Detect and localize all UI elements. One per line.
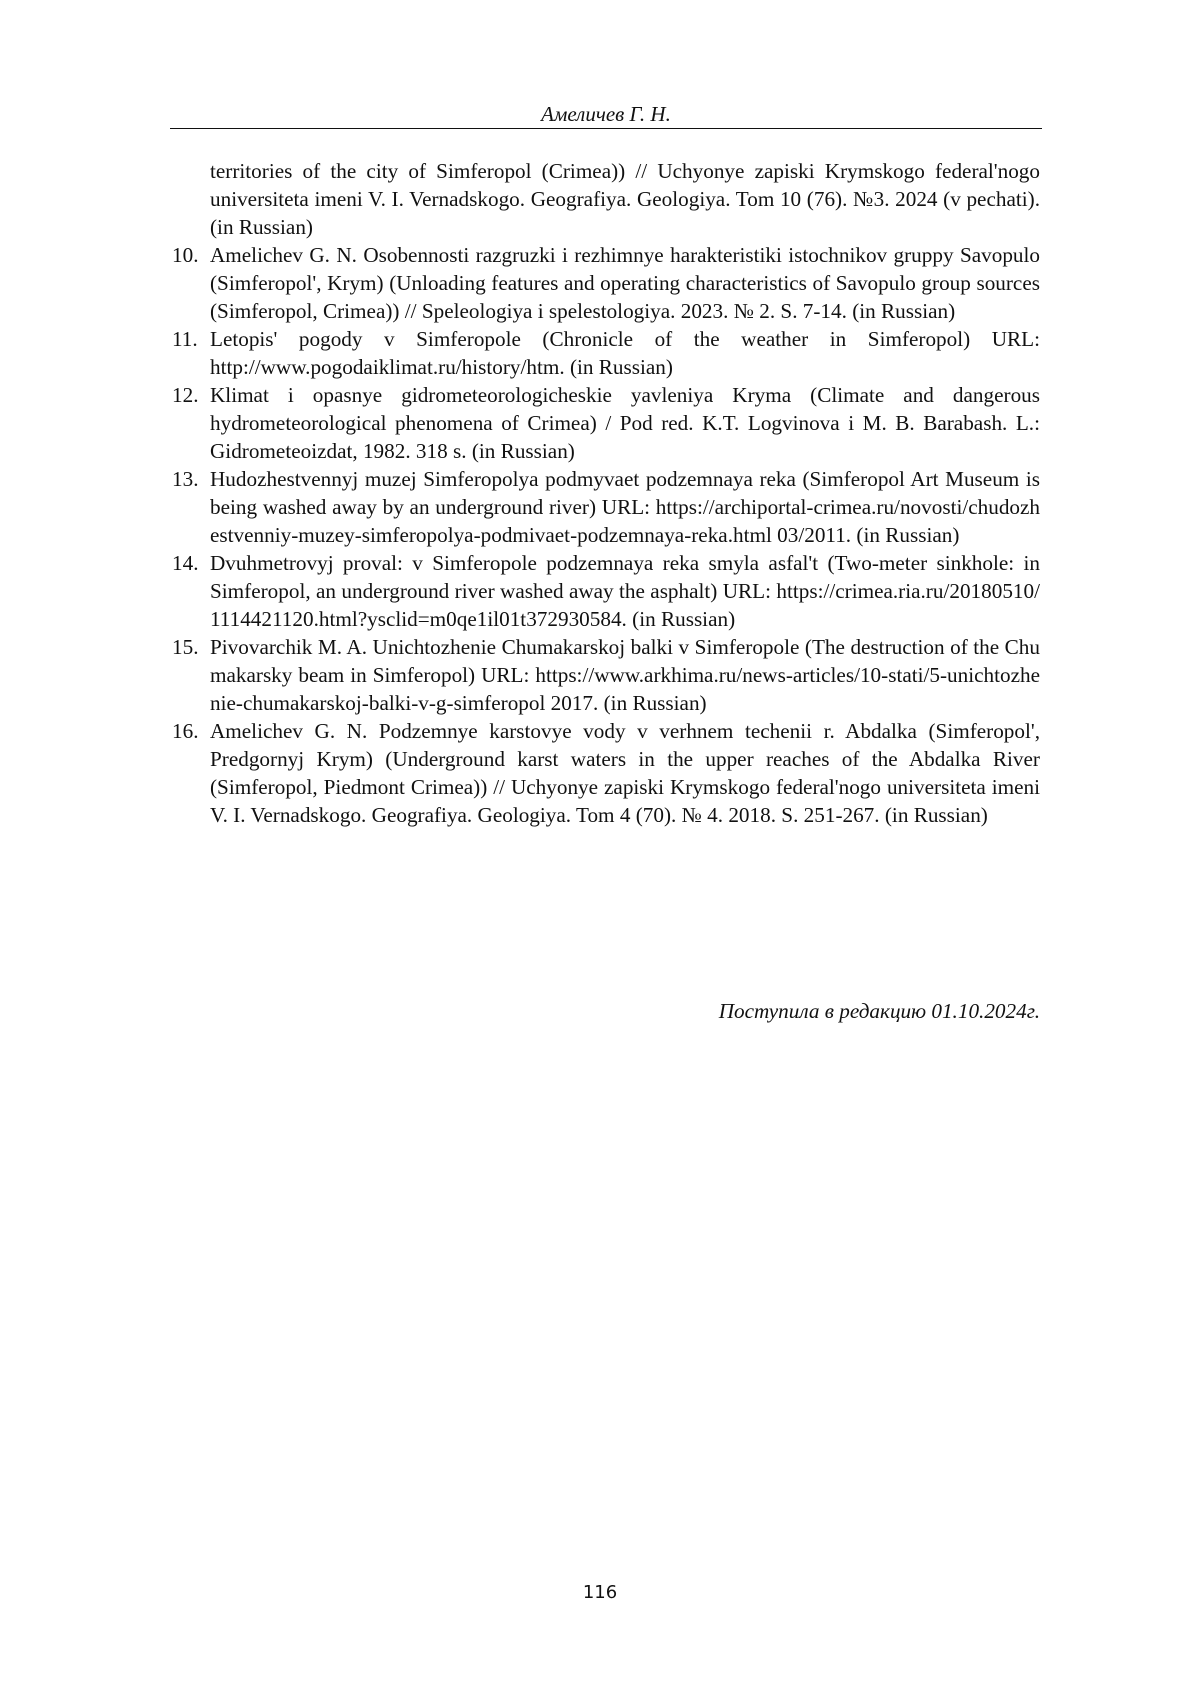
header-divider <box>170 128 1042 129</box>
reference-number: 14. <box>172 551 199 575</box>
reference-item <box>172 717 1040 829</box>
reference-item <box>172 465 1040 549</box>
running-header: Амеличев Г. Н. <box>541 102 671 126</box>
reference-text: Hudozhestvennyj muzej Simferopolya podmyvaet podzemnaya reka (Simferopol Art Museum is being washed away by an underground river) URL: https://archiportal-crimea.ru/novosti/chudozhestvenniy-muzey-simferopolya-podmivaet-podzemnaya-reka.html 03/2011. (in Russian) <box>210 467 1040 547</box>
reference-list <box>172 157 1040 829</box>
reference-text: Letopis' pogody v Simferopole (Chronicle of the weather in Simferopol) URL: http://www.pogodaiklimat.ru/history/htm. (in Russian) <box>210 327 1040 379</box>
reference-number: 12. <box>172 383 199 407</box>
page-number: 116 <box>582 1582 618 1603</box>
reference-item <box>172 325 1040 381</box>
reference-text: territories of the city of Simferopol (Crimea)) // Uchyonye zapiski Krymskogo federal'nogo universiteta imeni V. I. Vernadskogo. Geografiya. Geologiya. Tom 10 (76). №3. 2024 (v pechati). (in Russian) <box>210 159 1040 239</box>
reference-item <box>172 549 1040 633</box>
reference-text: Amelichev G. N. Osobennosti razgruzki i rezhimnye harakteristiki istochnikov gruppy Savopulo (Simferopol', Krym) (Unloading features and operating characteristics of Savopulo group sources (Simferopol, Crimea)) // Speleologiya i spelestologiya. 2023. № 2. S. 7-14. (in Russian) <box>210 243 1040 323</box>
reference-text: Klimat i opasnye gidrometeorologicheskie yavleniya Kryma (Climate and dangerous hydrometeorological phenomena of Crimea) / Pod red. K.T. Logvinova i M. B. Barabash. L.: Gidrometeoizdat, 1982. 318 s. (in Russian) <box>210 383 1040 463</box>
reference-number: 11. <box>172 327 198 351</box>
received-date-note: Поступила в редакцию 01.10.2024г. <box>718 999 1040 1023</box>
reference-item <box>172 633 1040 717</box>
reference-number: 16. <box>172 719 199 743</box>
reference-item <box>172 241 1040 325</box>
reference-number: 13. <box>172 467 199 491</box>
reference-number: 15. <box>172 635 199 659</box>
reference-text: Pivovarchik M. A. Unichtozhenie Chumakarskoj balki v Simferopole (The destruction of the Chumakarsky beam in Simferopol) URL: https://www.arkhima.ru/news-articles/10-stati/5-unichtozhenie-chumakarskoj-balki-v-g-simferopol 2017. (in Russian) <box>210 635 1040 715</box>
reference-item <box>172 381 1040 465</box>
reference-item <box>172 157 1040 241</box>
reference-text: Dvuhmetrovyj proval: v Simferopole podzemnaya reka smyla asfal't (Two-meter sinkhole: in Simferopol, an underground river washed away the asphalt) URL: https://crimea.ria.ru/20180510/ 1114421120.html?ysclid=m0qe1il01t372930584. (in Russian) <box>210 551 1040 631</box>
reference-text: Amelichev G. N. Podzemnye karstovye vody v verhnem techenii r. Abdalka (Simferopol', Predgornyj Krym) (Underground karst waters in the upper reaches of the Abdalka River (Simferopol, Piedmont Crimea)) // Uchyonye zapiski Krymskogo federal'nogo universiteta imeni V. I. Vernadskogo. Geografiya. Geologiya. Tom 4 (70). № 4. 2018. S. 251-267. (in Russian) <box>210 719 1040 827</box>
reference-number: 10. <box>172 243 199 267</box>
